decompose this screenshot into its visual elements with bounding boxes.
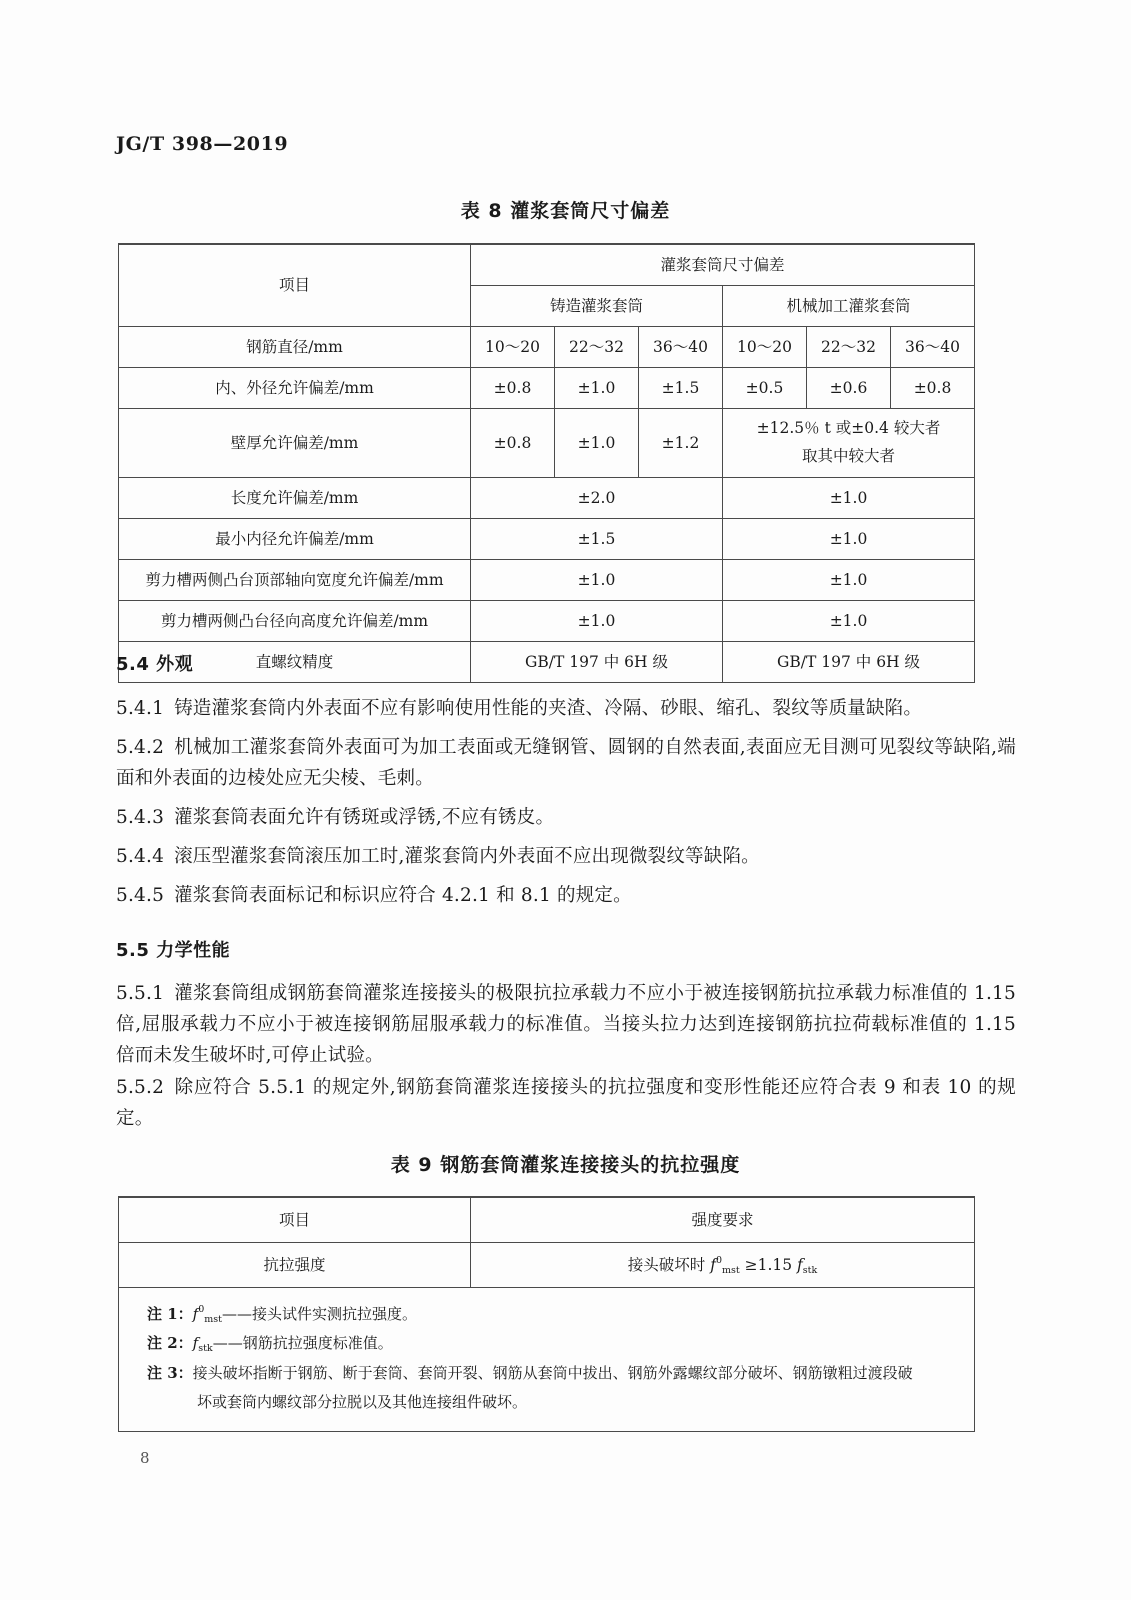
clause-number: 5.4.2 [116,737,165,758]
symbol-f: f [192,1305,199,1323]
table9-header-row [119,1197,975,1243]
table8-cell-cast: GB/T 197 中 6H 级 [471,642,723,683]
table8-cell-machined: ±1.0 [723,519,975,560]
clause-5-5-1 [116,978,1016,1071]
table8-row-label: 壁厚允许偏差/mm [119,409,471,478]
table8-cell: ±1.0 [555,368,639,409]
clause-heading-5-5: 5.5 力学性能 [116,940,231,961]
clause-number: 5.5.1 [116,983,165,1004]
note-3 [119,1359,974,1388]
table8-cell: ±0.8 [891,368,975,409]
table9-header-item: 项目 [119,1197,471,1243]
table-row [119,519,975,560]
clause-text: 铸造灌浆套筒内外表面不应有影响使用性能的夹渣、冷隔、砂眼、缩孔、裂纹等质量缺陷。 [174,698,923,719]
table8-header-row-1 [119,244,975,286]
clause-text: 灌浆套筒表面标记和标识应符合 4.2.1 和 8.1 的规定。 [174,885,632,906]
table9-row-label: 抗拉强度 [119,1243,471,1288]
clause-5-4-3 [116,802,1016,833]
symbol-f-mst: f [710,1255,716,1274]
requirement-prefix: 接头破坏时 [627,1255,711,1274]
clause-5-5-2 [116,1072,1016,1134]
table8-cell: 22～32 [555,327,639,368]
table8-cell-machined: ±1.0 [723,478,975,519]
table9-header-requirement: 强度要求 [471,1197,975,1243]
table-row [119,478,975,519]
relation-operator: ≥1.15 [739,1255,798,1274]
table9-caption: 表 9 钢筋套筒灌浆连接接头的抗拉强度 [390,1154,741,1176]
table8-row-label: 剪力槽两侧凸台顶部轴向宽度允许偏差/mm [119,560,471,601]
note-2 [119,1329,974,1358]
table8-cell-cast: ±1.0 [471,601,723,642]
table8-cell: ±1.0 [555,409,639,478]
note-label: 注 1： [147,1305,193,1323]
note-label: 注 3： [147,1363,193,1382]
table8-cell: 10～20 [471,327,555,368]
table9-row-requirement [471,1243,975,1288]
symbol-subscript: mst [204,1314,222,1325]
table8-cell-cast: ±1.5 [471,519,723,560]
table8-header-cast: 铸造灌浆套筒 [471,286,723,327]
table8-cell: ±1.5 [639,368,723,409]
table8-cell: ±0.5 [723,368,807,409]
note-text-line-2: 坏或套筒内螺纹部分拉脱以及其他连接组件破坏。 [197,1392,528,1411]
table8-cell-cast: ±2.0 [471,478,723,519]
clause-heading-5-4: 5.4 外观 [116,654,194,675]
clause-number: 5.4.5 [116,885,165,906]
table8-merged-line-1: ±12.5％ t 或±0.4 较大者 [756,419,941,438]
symbol-f-stk: f [797,1255,803,1274]
table8-cell: ±0.8 [471,368,555,409]
table8-row-label: 剪力槽两侧凸台径向高度允许偏差/mm [119,601,471,642]
clause-number: 5.5.2 [116,1077,165,1098]
table-row [119,327,975,368]
running-header-standard-number: JG/T 398—2019 [116,133,289,155]
table-row [119,601,975,642]
note-3-continuation [119,1388,974,1417]
symbol-subscript: stk [198,1343,213,1355]
table8-cell-cast: ±1.0 [471,560,723,601]
page-folio: 8 [140,1449,150,1467]
note-text: ——接头试件实测抗拉强度。 [221,1305,417,1323]
table9-tensile-strength [118,1196,975,1432]
table8-cell: 22～32 [807,327,891,368]
symbol-f: f [192,1334,199,1353]
note-1 [119,1300,974,1329]
symbol-subscript-2: stk [802,1264,818,1276]
clause-number: 5.4.3 [116,807,165,828]
table8-row-label: 钢筋直径/mm [119,327,471,368]
clause-number: 5.4.1 [116,698,165,719]
table8-row-label: 直螺纹精度 [119,642,471,683]
clause-text: 机械加工灌浆套筒外表面可为加工表面或无缝钢管、圆钢的自然表面,表面应无目测可见裂纹等缺陷,端面和外表面的边棱处应无尖棱、毛刺。 [116,737,1016,789]
clause-text: 灌浆套筒组成钢筋套筒灌浆连接接头的极限抗拉承载力不应小于被连接钢筋抗拉承载力标准值的 1.15 倍,屈服承载力不应小于被连接钢筋屈服承载力的标准值。当接头拉力达到连接钢筋抗拉荷载标准值的 1.15 倍而未发生破坏时,可停止试验。 [116,983,1016,1066]
note-text-line-1: 接头破坏指断于钢筋、断于套筒、套筒开裂、钢筋从套筒中拔出、钢筋外露螺纹部分破坏、钢筋镦粗过渡段破 [192,1363,913,1382]
table8-caption: 表 8 灌浆套筒尺寸偏差 [460,200,671,222]
table8-cell-machined: ±1.0 [723,601,975,642]
table-row [119,1243,975,1288]
table8-row-label: 内、外径允许偏差/mm [119,368,471,409]
table8-header-machined: 机械加工灌浆套筒 [723,286,975,327]
table8-cell: 36～40 [639,327,723,368]
table8-header-item: 项目 [119,244,471,327]
table-row [119,409,975,478]
table8-cell: ±0.6 [807,368,891,409]
clause-number: 5.4.4 [116,846,165,867]
table8-cell: ±0.8 [471,409,555,478]
table8-cell-machined: GB/T 197 中 6H 级 [723,642,975,683]
table8-row-label: 长度允许偏差/mm [119,478,471,519]
clause-text: 滚压型灌浆套筒滚压加工时,灌浆套筒内外表面不应出现微裂纹等缺陷。 [174,846,760,867]
table8-cell: 10～20 [723,327,807,368]
clause-5-4-1 [116,693,1016,724]
note-text: ——钢筋抗拉强度标准值。 [212,1334,393,1353]
clause-5-4-2 [116,732,1016,794]
table-row [119,560,975,601]
table8-cell-merged-wall-thickness [723,409,975,478]
table8-dimensional-tolerance [118,243,975,683]
table8-merged-line-2: 取其中较大者 [802,447,896,465]
note-label: 注 2： [147,1334,193,1353]
clause-5-4-4 [116,841,1016,872]
symbol-superscript: 0 [198,1304,205,1315]
symbol-superscript: 0 [715,1254,722,1266]
clause-text: 除应符合 5.5.1 的规定外,钢筋套筒灌浆连接接头的抗拉强度和变形性能还应符合表 9 和表 10 的规定。 [116,1077,1016,1129]
table8-cell: 36～40 [891,327,975,368]
table8-row-label: 最小内径允许偏差/mm [119,519,471,560]
table8-cell: ±1.2 [639,409,723,478]
table9-notes [119,1288,975,1432]
clause-5-4-5 [116,880,1016,911]
table-row [119,368,975,409]
symbol-subscript: mst [721,1264,740,1276]
clause-text: 灌浆套筒表面允许有锈斑或浮锈,不应有锈皮。 [174,807,555,828]
table8-cell-machined: ±1.0 [723,560,975,601]
table-row [119,642,975,683]
table8-header-group: 灌浆套筒尺寸偏差 [471,244,975,286]
table9-notes-row [119,1288,975,1432]
